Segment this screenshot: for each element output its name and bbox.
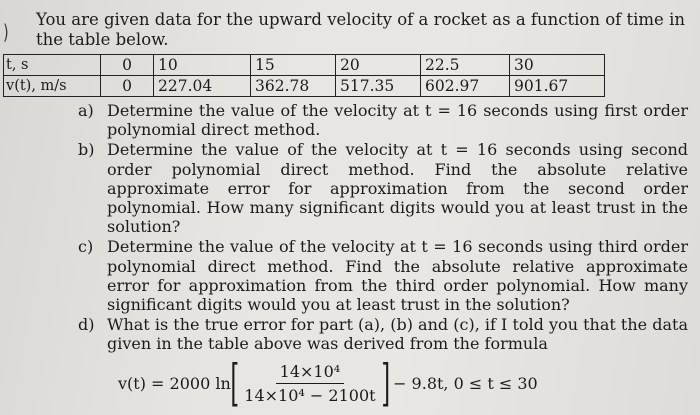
table-cell: 10 [154, 55, 251, 76]
velocity-table [3, 54, 605, 97]
table-cell: 20 [336, 55, 421, 76]
table-cell: 362.78 [251, 76, 336, 97]
question-label: a) [78, 101, 94, 120]
question-text: What is the true error for part (a), (b) and (c), if I told you that the data given in the table above was derived from the formula [107, 315, 688, 354]
table-cell: 15 [251, 55, 336, 76]
table-cell: 901.67 [510, 76, 605, 97]
question-c [78, 237, 688, 314]
velocity-formula [118, 355, 538, 411]
formula-rhs: − 9.8t, 0 ≤ t ≤ 30 [393, 373, 538, 393]
time-row [4, 55, 605, 76]
question-label: d) [78, 315, 95, 335]
question-text: Determine the value of the velocity at t = 16 seconds using third order polynomial direct method. Find the absolute relative approximate error for approximation from the third order polynomial. How many significant digits would you at least trust in the solution? [107, 237, 688, 315]
table-cell: 517.35 [336, 76, 421, 97]
right-bracket: ] [380, 354, 390, 412]
fraction-denominator: 14×10⁴ − 2100t [244, 385, 376, 405]
time-row-label: t, s [4, 55, 101, 76]
formula-fraction [240, 362, 379, 405]
table-cell: 227.04 [154, 76, 251, 97]
velocity-row [4, 76, 605, 97]
table-cell: 0 [101, 55, 154, 76]
question-b [78, 140, 688, 236]
question-text: Determine the value of the velocity at t = 16 seconds using first order polynomial direct method. [107, 101, 688, 140]
table-cell: 0 [101, 76, 154, 97]
fraction-numerator: 14×10⁴ [276, 362, 345, 384]
table-cell: 602.97 [421, 76, 510, 97]
table-cell: 22.5 [421, 55, 510, 76]
velocity-row-label: v(t), m/s [4, 76, 101, 97]
bullet-mark: ) [3, 20, 9, 44]
question-label: b) [78, 140, 95, 160]
left-bracket: [ [230, 354, 239, 412]
problem-intro: You are given data for the upward velocity of a rocket as a function of time in the table below. [36, 10, 685, 49]
question-d [78, 315, 688, 353]
formula-lhs: v(t) = 2000 ln [118, 373, 231, 393]
table-cell: 30 [510, 55, 605, 76]
question-a [78, 101, 688, 139]
question-text: Determine the value of the velocity at t = 16 seconds using second order polynomial direct method. Find the absolute relative approximate error for approximation from the second order polynomial. How many significant digits would you at least trust in the solution? [107, 140, 688, 237]
question-list [78, 101, 688, 354]
question-label: c) [78, 237, 94, 257]
